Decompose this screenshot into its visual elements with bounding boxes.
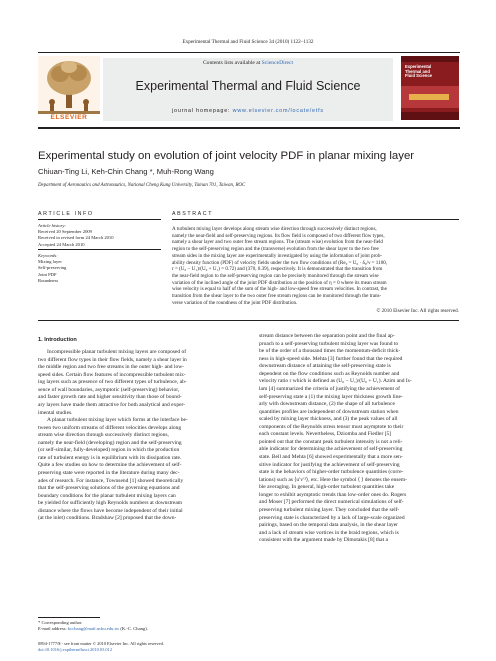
body-line: A planar turbulent mixing layer which forms at the interface be- [47,417,188,424]
publisher-logo-text: ELSEVIER [50,114,88,121]
body-line: boundary conditions for the planar turbulent mixing layers can [38,492,176,499]
history-label: Article history: [38,223,66,228]
abstract-line: the near-field region to the self-preserving region can be precisely monitored through the stream wise [172,273,379,280]
body-line: downstream distance of attaining the self-preserving state is [259,363,391,370]
body-line: stream distance between the separation point and the final ap- [259,333,395,339]
email-suffix: (K.-C. Chang). [119,626,148,632]
body-line: two different flow types in their flow fields, namely a shear layer in [38,356,187,363]
elsevier-tree-logo [38,56,100,120]
abstract-line: transition from the shear layer to the two outer free stream regions can be monitored through the trans- [172,293,382,300]
abstract-line: variation of the inclined angle of the joint PDF distribution at the position of η = 0 where its mean stream [172,279,387,286]
body-line: scaled by mixing layer thickness, and (3) the peak values of all [259,416,398,423]
body-line: pointed out that the constant peak turbulent intensity is not a reli- [259,438,403,445]
cover-line: Thermal and [405,68,430,74]
email-line [38,626,238,632]
article-info-rule [38,219,161,220]
body-line: preserving state were reported in the literature during many dec- [38,470,180,476]
body-line: stream wise direction through successively distinct regions, [38,432,169,439]
abstract-heading: ABSTRACT [172,211,214,217]
cover-top-band [401,56,459,62]
body-line: namely the near-field (developing) region and the self-preserving [38,439,182,446]
body-line: ing layers such as presence of two different types of turbulence, ab- [38,379,187,386]
keywords-label: Keywords: [38,253,58,258]
body-line: the middle region and two free streams in the outer high- and low- [38,364,185,371]
body-line: ble averaging. In general, high-order turbulent quantities take [259,484,395,491]
abstract-line: wise velocity is equal to half of the sum of the high- and low-speed free stream velocities. In contrast, the [172,286,387,293]
email-link[interactable]: kcchang@mail.ncku.edu.tw [67,626,120,632]
contents-prefix: Contents lists available at [202,60,262,66]
keywords-block [38,253,163,284]
introduction-heading: 1. Introduction [38,337,77,343]
body-line: ades of research. For instance, Townsend [1] showed theoretically [38,477,184,484]
cover-line: Fluid Science [405,73,432,79]
email-prefix: E-mail address: [38,626,68,632]
abstract-body [172,226,459,307]
keyword: Roundness [38,277,59,283]
abstract-line: r = (U₀ − U₁)/(U₀ + U₁) = 0.72) and (370, 0.39), respectively. It is demonstrated that the transition from [172,266,383,273]
body-line: be of the order of a thousand times the momentum-deficit thick- [259,348,401,355]
homepage-prefix: journal homepage: [172,108,233,114]
body-line: dependent on the flow conditions such as Reynolds number and [259,370,400,377]
body-line: able indicator for determining the achievement of self-preserving [259,446,403,453]
left-column-text [38,349,238,523]
abstract-line: ability density function (PDF) of velocity fields under the two flow conditions of (Re₀ = U₀ · δ₀/ν = 1100, [172,259,388,266]
journal-homepage [103,108,393,114]
front-matter-bottom-rule [38,320,459,321]
abstract-line: stream sides in the mixing layer are experimentally investigated by using the information of joint prob- [172,252,383,259]
body-line: proach to a self-preserving turbulent mixing layer was found to [259,340,399,347]
cover-line: Experimental [405,64,432,69]
body-line: and a lack of stream wise vortices in the braid regions, which is [259,529,399,536]
history-line: Accepted 24 March 2010 [38,241,85,247]
doi-link[interactable]: doi:10.1016/j.expthermflusci.2010.03.012 [38,647,113,652]
body-line: velocity ratio r which is defined as (U₀ − U₁)/(U₀ + U₁). Azim and Is- [259,378,412,385]
cover-bottom-band [401,112,459,120]
body-line: preserving turbulent mixing layer. They concluded that the self- [259,506,400,513]
body-line: state is the behaviors of higher-order turbulence quantities (corre- [259,469,404,476]
paper-title: Experimental study on evolution of joint velocity PDF in planar mixing layer [38,150,415,162]
body-line: ary layers have made them attractive for both analytical and exper- [38,401,186,408]
sciencedirect-link[interactable]: ScienceDirect [261,60,294,66]
abstract-line: verse variation of the roundness of the joint PDF distribution. [172,299,298,306]
abstract-line: A turbulent mixing layer develops along stream wise direction through successively distinct regions, [172,226,377,232]
journal-cover-thumbnail [401,56,459,120]
body-line: distance where the flows have become independent of their initial [38,507,183,514]
body-line: tween two uniform streams of different velocities develops along [38,424,182,431]
body-line: rate of turbulent energy is in equilibrium with its dissipation rate. [38,454,182,461]
body-line: sitive indicator for justifying the achievement of self-preserving [259,461,400,468]
paper-authors: Chiuan-Ting Li, Keh-Chin Chang *, Muh-Rong Wang [38,167,214,176]
abstract-rule [172,219,459,220]
body-line: Quite a few studies on how to determine the achievement of self- [38,462,182,469]
keyword: Joint PDF [38,271,57,277]
banner-bottom-rule [38,127,460,129]
cover-title [405,65,455,79]
keyword: Self-preserving [38,265,67,271]
elsevier-tree-icon [38,56,100,114]
body-line: components of the Reynolds stress tensor must asymptote to their [259,423,404,430]
author-affiliation: Department of Aeronautics and Astronautics, National Cheng Kung University, Tainan 701, Taiwan, ROC [38,183,246,188]
body-line: state. Bell and Mehta [6] showed experimentally that a more sen- [259,454,403,460]
issn-line: 0894-1777/$ - see front matter © 2010 Elsevier Inc. All rights reserved. [38,641,164,646]
body-line: Incompressible planar turbulent mixing layers are composed of [47,349,187,355]
article-identifiers [38,641,338,653]
body-line: be yielded for sufficiently high Reynolds numbers at downstream [38,500,183,507]
body-line: each constant levels. Nevertheless, Dziomba and Fiedler [5] [259,431,392,438]
right-column-text [259,333,459,545]
corresponding-label: * Corresponding author. [38,620,83,625]
banner-top-rule [38,52,460,53]
article-info-heading: ARTICLE INFO [38,211,94,217]
cover-image-accent [409,94,449,100]
corresponding-author-footnote [38,620,238,632]
body-line: and faster growth rate and higher sensitivity than those of bound- [38,394,182,401]
contents-line [103,60,393,66]
body-line: speed sides. Certain flow features of incompressible turbulent mix- [38,371,186,378]
abstract-line: namely the near-field and self-preserving regions. Its flow field is composed of two different flow types, [172,232,385,239]
body-line: arly with downstream distance, (2) the shape of all turbulence [259,401,395,408]
history-line: Received 20 September 2009 [38,229,92,235]
body-line: lations) such as ⟨u′v′²⟩, etc. Here the symbol ⟨ ⟩ denotes the ensem- [259,476,407,483]
body-line: imental studies. [38,409,73,416]
history-line: Received in revised form 24 March 2010 [38,235,114,241]
body-line: preserving state is characterized by a lack of large-scale organized [259,514,405,521]
body-line: sence of wall boundaries, asymptotic (self-preserving) behavior, [38,386,180,393]
body-line: (at the inlet) conditions. Bradshaw [2] proposed that the down- [38,515,177,522]
running-head: Experimental Thermal and Fluid Science 34 (2010) 1122–1132 [182,39,314,45]
keyword: Mixing layer [38,259,62,265]
body-line: (or self-similar, fully-developed) region in which the production [38,447,180,454]
homepage-url-link[interactable]: www.elsevier.com/locate/etfs [232,108,324,114]
body-line: and Moser [7] performed the direct numerical simulations of self- [259,499,404,506]
body-line: consistent with the argument made by Dimotakis [8] that a [259,537,388,544]
body-line: pairings, based on the temporal data analysis, in the shear layer [259,522,398,529]
body-line: longer to exhibit asymptotic trends than low-order ones do. Rogers [259,491,407,498]
body-line: lam [4] summarized the criteria of justifying the achievement of [259,385,400,392]
journal-title: Experimental Thermal and Fluid Science [135,79,361,93]
article-history [38,223,163,248]
body-line: ness in high-speed side. Mehta [3] further found that the required [259,355,403,362]
body-line: self-preserving state a (1) the mixing layer thickness growth line- [259,393,403,400]
body-line: quantities profiles are independent of downstream station when [259,408,399,415]
abstract-line: namely a shear layer and two outer free stream regions. The (stream wise) evolution from the near-field [172,239,383,246]
abstract-line: region to the self-preserving region and the (transverse) evolution from the shear layer to the two free [172,246,379,253]
body-line: that the self-preserving solutions of the governing equations and [38,485,180,492]
copyright-notice: © 2010 Elsevier Inc. All rights reserved. [376,308,459,314]
